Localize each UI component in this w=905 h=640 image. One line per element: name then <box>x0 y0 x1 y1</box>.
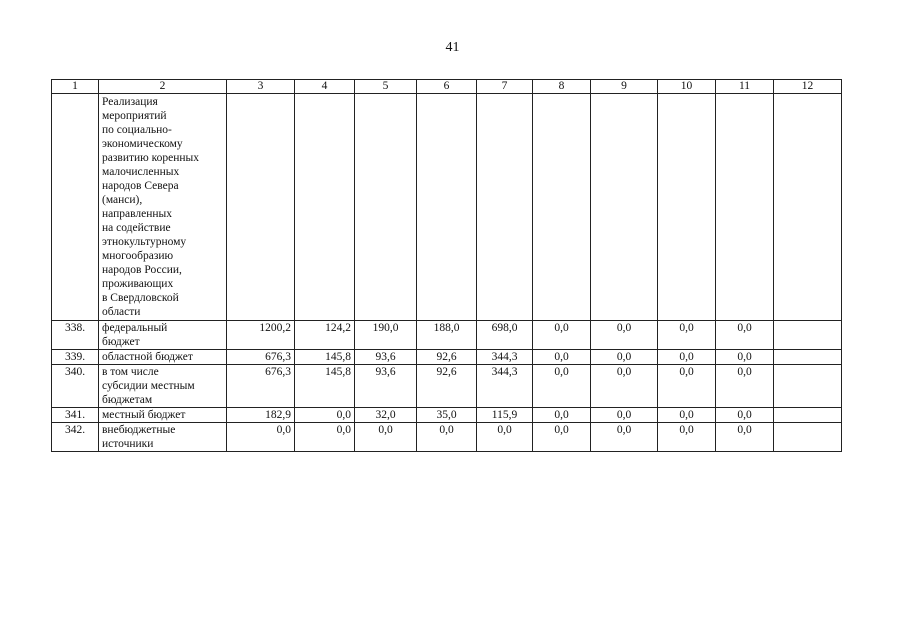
value-cell: 0,0 <box>533 423 591 452</box>
value-cell: 92,6 <box>417 365 477 408</box>
value-cell: 0,0 <box>533 408 591 423</box>
section-title-line: развитию коренных <box>102 152 200 164</box>
column-header: 2 <box>99 80 227 94</box>
value-cell: 676,3 <box>227 350 295 365</box>
empty-cell <box>533 94 591 321</box>
value-cell: 0,0 <box>716 365 774 408</box>
section-title-row <box>52 94 842 321</box>
value-cell: 0,0 <box>658 350 716 365</box>
empty-cell <box>355 94 417 321</box>
section-title-line: в Свердловской <box>102 292 179 304</box>
value-cell: 145,8 <box>295 350 355 365</box>
empty-cell <box>716 94 774 321</box>
value-cell: 0,0 <box>591 365 658 408</box>
row-number-cell <box>52 94 99 321</box>
value-cell: 0,0 <box>355 423 417 452</box>
table-row <box>52 365 842 408</box>
column-header: 8 <box>533 80 591 94</box>
value-cell: 32,0 <box>355 408 417 423</box>
value-cell: 0,0 <box>227 423 295 452</box>
table-row <box>52 350 842 365</box>
value-cell: 0,0 <box>533 321 591 350</box>
value-cell: 0,0 <box>658 423 716 452</box>
value-cell: 124,2 <box>295 321 355 350</box>
row-number-cell: 341. <box>52 408 99 423</box>
value-cell: 0,0 <box>533 365 591 408</box>
table-row <box>52 423 842 452</box>
value-cell: 145,8 <box>295 365 355 408</box>
value-cell: 0,0 <box>658 321 716 350</box>
empty-cell <box>774 94 842 321</box>
row-label-line: бюджет <box>102 336 140 348</box>
value-cell: 0,0 <box>658 365 716 408</box>
column-header: 9 <box>591 80 658 94</box>
value-cell: 0,0 <box>591 350 658 365</box>
value-cell: 0,0 <box>295 423 355 452</box>
value-cell: 0,0 <box>477 423 533 452</box>
row-label-cell <box>99 423 227 452</box>
row-label-line: бюджетам <box>102 394 153 406</box>
column-header: 10 <box>658 80 716 94</box>
value-cell <box>774 423 842 452</box>
table-row <box>52 408 842 423</box>
column-header: 11 <box>716 80 774 94</box>
section-title-line: народов Севера <box>102 180 179 192</box>
value-cell: 0,0 <box>716 321 774 350</box>
column-header: 7 <box>477 80 533 94</box>
value-cell: 0,0 <box>716 350 774 365</box>
value-cell: 93,6 <box>355 365 417 408</box>
value-cell: 115,9 <box>477 408 533 423</box>
value-cell: 0,0 <box>658 408 716 423</box>
empty-cell <box>417 94 477 321</box>
empty-cell <box>658 94 716 321</box>
section-title-line: по социально- <box>102 124 172 136</box>
section-title-line: области <box>102 306 141 318</box>
row-number-cell: 340. <box>52 365 99 408</box>
section-title-line: (манси), <box>102 194 143 206</box>
value-cell: 0,0 <box>417 423 477 452</box>
section-title-line: на содействие <box>102 222 171 234</box>
section-title-line: народов России, <box>102 264 182 276</box>
value-cell: 344,3 <box>477 350 533 365</box>
value-cell <box>774 408 842 423</box>
section-title-line: Реализация <box>102 96 158 108</box>
value-cell: 698,0 <box>477 321 533 350</box>
section-title-line: мероприятий <box>102 110 167 122</box>
row-label-cell <box>99 321 227 350</box>
value-cell: 92,6 <box>417 350 477 365</box>
column-header: 1 <box>52 80 99 94</box>
section-title-line: экономическому <box>102 138 183 150</box>
value-cell: 344,3 <box>477 365 533 408</box>
value-cell <box>774 365 842 408</box>
row-label-cell <box>99 350 227 365</box>
row-label-line: федеральный <box>102 322 168 334</box>
section-title-line: многообразию <box>102 250 174 262</box>
value-cell: 0,0 <box>716 408 774 423</box>
value-cell: 0,0 <box>591 423 658 452</box>
budget-table <box>51 79 842 452</box>
column-header: 12 <box>774 80 842 94</box>
value-cell: 1200,2 <box>227 321 295 350</box>
section-title-line: этнокультурному <box>102 236 187 248</box>
row-label-line: внебюджетные <box>102 424 176 436</box>
value-cell: 182,9 <box>227 408 295 423</box>
row-label-line: субсидии местным <box>102 380 195 392</box>
section-title-line: малочисленных <box>102 166 180 178</box>
value-cell: 0,0 <box>591 321 658 350</box>
empty-cell <box>591 94 658 321</box>
empty-cell <box>477 94 533 321</box>
value-cell: 0,0 <box>716 423 774 452</box>
value-cell <box>774 321 842 350</box>
value-cell: 188,0 <box>417 321 477 350</box>
column-header: 4 <box>295 80 355 94</box>
section-title-line: направленных <box>102 208 173 220</box>
row-label-line: источники <box>102 438 154 450</box>
value-cell: 0,0 <box>295 408 355 423</box>
page-number: 41 <box>445 40 460 55</box>
row-label-cell <box>99 365 227 408</box>
row-number-cell: 342. <box>52 423 99 452</box>
row-label-line: местный бюджет <box>102 409 186 421</box>
table-row <box>52 321 842 350</box>
section-title-cell <box>99 94 227 321</box>
empty-cell <box>295 94 355 321</box>
value-cell: 190,0 <box>355 321 417 350</box>
column-header: 5 <box>355 80 417 94</box>
row-label-line: в том числе <box>102 366 159 378</box>
value-cell: 93,6 <box>355 350 417 365</box>
value-cell: 0,0 <box>591 408 658 423</box>
row-label-line: областной бюджет <box>102 351 193 363</box>
column-number-header-row <box>52 80 842 94</box>
row-number-cell: 339. <box>52 350 99 365</box>
value-cell: 676,3 <box>227 365 295 408</box>
row-label-cell <box>99 408 227 423</box>
value-cell: 0,0 <box>533 350 591 365</box>
section-title-line: проживающих <box>102 278 174 290</box>
row-number-cell: 338. <box>52 321 99 350</box>
empty-cell <box>227 94 295 321</box>
column-header: 6 <box>417 80 477 94</box>
value-cell: 35,0 <box>417 408 477 423</box>
value-cell <box>774 350 842 365</box>
column-header: 3 <box>227 80 295 94</box>
